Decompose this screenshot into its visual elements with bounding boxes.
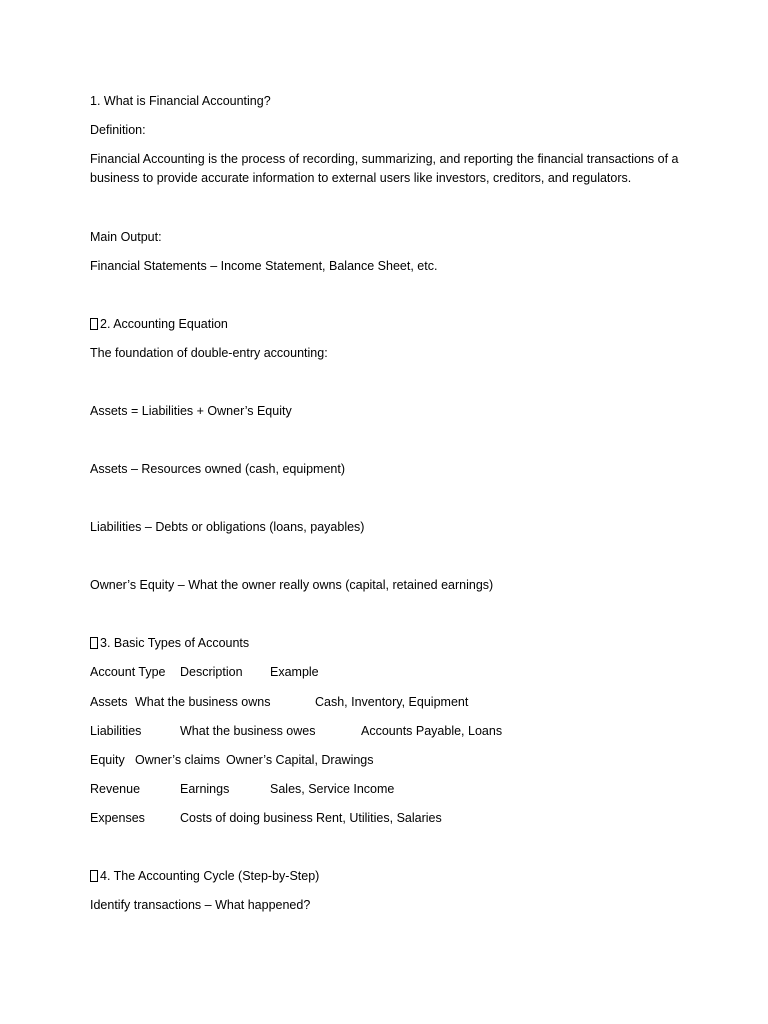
column-header-example: Example	[270, 665, 319, 679]
account-type-cell: Equity	[90, 753, 125, 767]
definition-text: Financial Accounting is the process of recording, summarizing, and reporting the financial transactions of a business to provide accurate information to external users like investors, creditors, and regulators.	[90, 152, 679, 185]
description-cell: Costs of doing business	[180, 811, 313, 825]
example-cell: Accounts Payable, Loans	[361, 724, 503, 738]
description-cell: What the business owes	[180, 724, 316, 738]
description-cell: Earnings	[180, 782, 230, 796]
main-output-label: Main Output:	[90, 230, 162, 244]
liabilities-definition: Liabilities – Debts or obligations (loans, payables)	[90, 520, 365, 534]
section-3-heading	[90, 634, 249, 653]
section-4-heading-text: 4. The Accounting Cycle (Step-by-Step)	[100, 869, 320, 883]
example-cell: Sales, Service Income	[270, 782, 395, 796]
section-2-heading	[90, 315, 228, 334]
example-cell: Owner’s Capital, Drawings	[226, 753, 374, 767]
accounting-equation: Assets = Liabilities + Owner’s Equity	[90, 404, 292, 418]
account-type-cell: Assets	[90, 695, 128, 709]
section-2-heading-text: 2. Accounting Equation	[100, 317, 228, 331]
missing-glyph-icon	[90, 637, 98, 649]
assets-definition: Assets – Resources owned (cash, equipment)	[90, 462, 345, 476]
equation-intro: The foundation of double-entry accounting:	[90, 346, 328, 360]
missing-glyph-icon	[90, 318, 98, 330]
account-type-cell: Liabilities	[90, 724, 142, 738]
cycle-step-1: Identify transactions – What happened?	[90, 898, 311, 912]
example-cell: Cash, Inventory, Equipment	[315, 695, 469, 709]
equity-definition: Owner’s Equity – What the owner really owns (capital, retained earnings)	[90, 578, 494, 592]
missing-glyph-icon	[90, 870, 98, 882]
section-1-heading: 1. What is Financial Accounting?	[90, 94, 271, 108]
column-header-account-type: Account Type	[90, 665, 166, 679]
section-4-heading	[90, 867, 319, 886]
account-type-cell: Revenue	[90, 782, 141, 796]
section-3-heading-text: 3. Basic Types of Accounts	[100, 636, 250, 650]
example-cell: Rent, Utilities, Salaries	[316, 811, 442, 825]
account-type-cell: Expenses	[90, 811, 145, 825]
definition-label: Definition:	[90, 123, 146, 137]
main-output-text: Financial Statements – Income Statement, Balance Sheet, etc.	[90, 259, 438, 273]
column-header-description: Description	[180, 665, 243, 679]
description-cell: Owner’s claims	[135, 753, 220, 767]
description-cell: What the business owns	[135, 695, 271, 709]
